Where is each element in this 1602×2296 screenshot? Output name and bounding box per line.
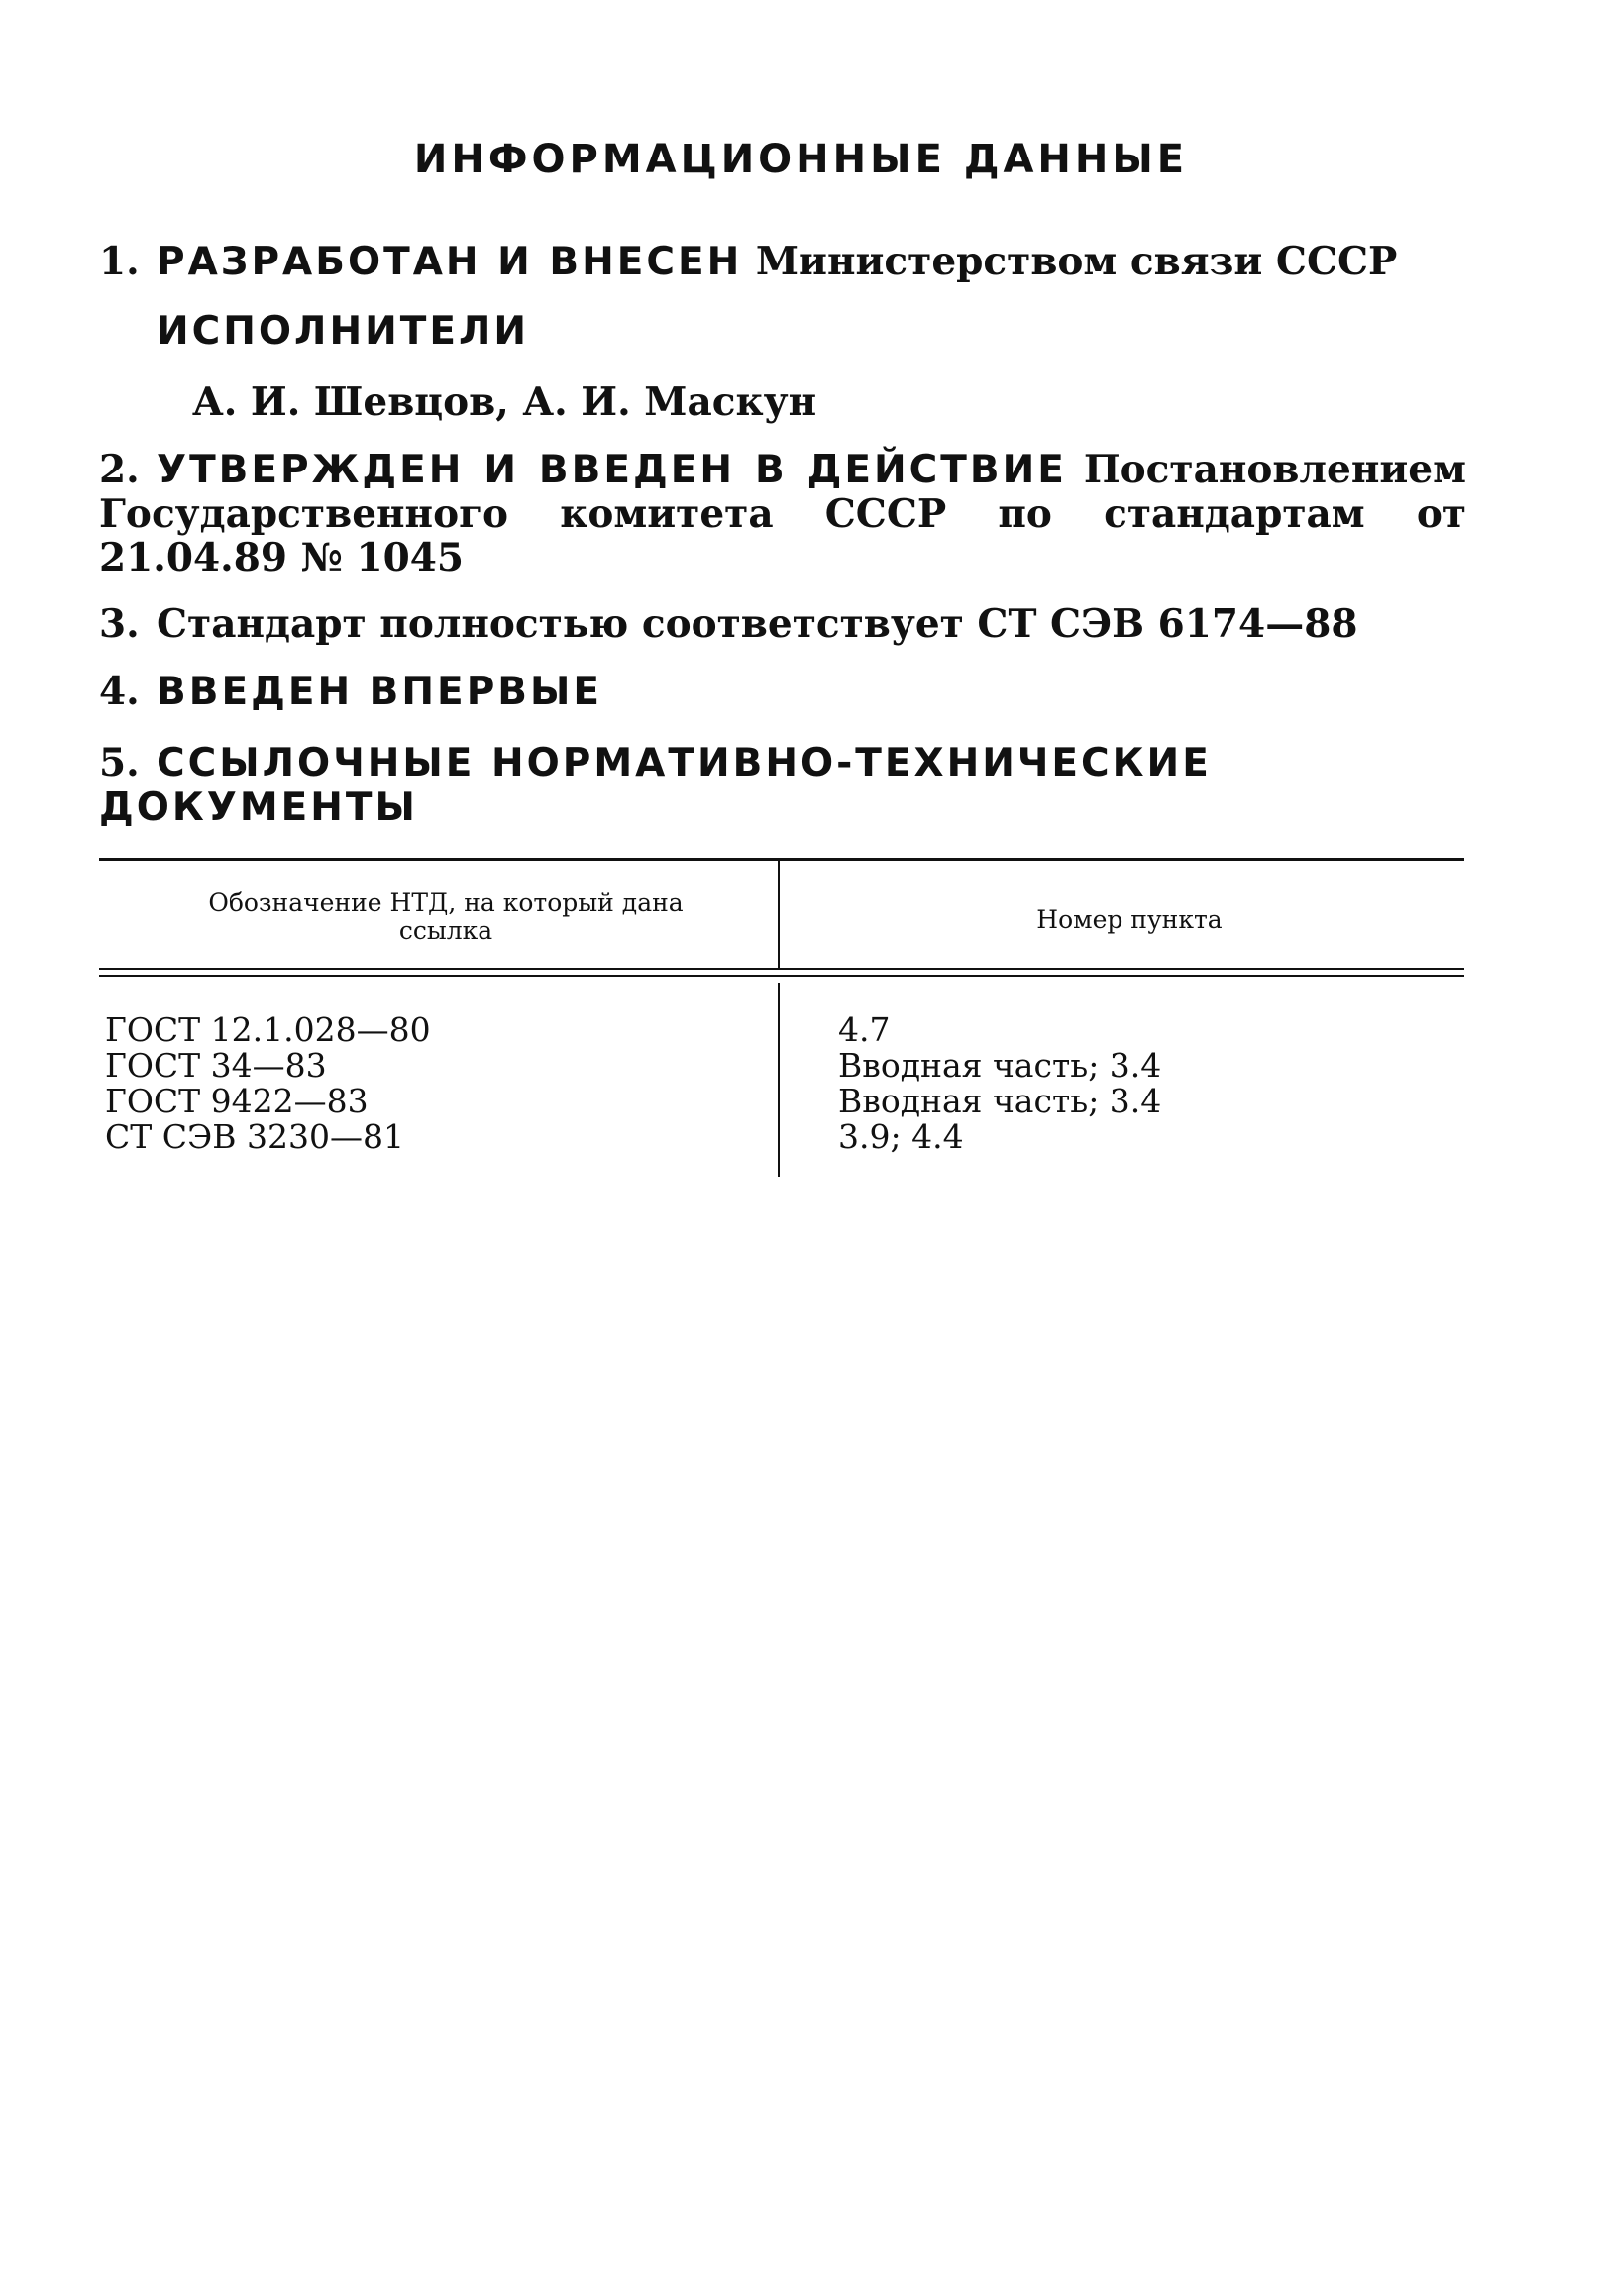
item-1-text: Министерством связи СССР <box>755 239 1398 284</box>
item-2-lead: УТВЕРЖДЕН И ВВЕДЕН В ДЕЙСТВИЕ <box>157 448 1067 492</box>
item-4 <box>99 670 1466 714</box>
page-title: ИНФОРМАЦИОННЫЕ ДАННЫЕ <box>413 137 1189 182</box>
executors-heading-row <box>157 309 1444 354</box>
table-body-divider <box>778 983 780 1177</box>
header-designation: Обозначение НТД, на который дана ссылка <box>208 888 684 945</box>
header-clause-number: Номер пункта <box>1036 905 1223 934</box>
table-cell-designation: СТ СЭВ 3230—81 <box>105 1117 404 1156</box>
item-3-text: Стандарт полностью соответствует СТ СЭВ 6174—88 <box>157 601 1358 647</box>
table-cell-designation: ГОСТ 34—83 <box>105 1046 327 1085</box>
item-3-number: 3. <box>99 601 140 647</box>
table-cell-clause: Вводная часть; 3.4 <box>838 1082 1162 1120</box>
executors-names-row <box>192 380 1441 424</box>
item-1-number: 1. <box>99 239 140 284</box>
item-5 <box>99 741 1466 830</box>
item-5-number: 5. <box>99 740 140 785</box>
item-4-lead: ВВЕДЕН ВПЕРВЫЕ <box>157 670 603 714</box>
table-cell-clause: 3.9; 4.4 <box>838 1117 964 1156</box>
item-5-lead: ССЫЛОЧНЫЕ НОРМАТИВНО-ТЕХНИЧЕСКИЕ ДОКУМЕНТЫ <box>99 741 1212 830</box>
item-1 <box>99 240 1466 284</box>
item-2 <box>99 448 1466 579</box>
item-3 <box>99 602 1466 646</box>
item-2-text: Постановлением Государственного комитета СССР по стандартам от 21.04.89 № 1045 <box>99 447 1466 580</box>
item-4-number: 4. <box>99 669 140 714</box>
executors-names: А. И. Шевцов, А. И. Маскун <box>192 379 817 425</box>
item-2-number: 2. <box>99 447 140 492</box>
table-top-rule <box>99 858 1464 861</box>
item-1-lead: РАЗРАБОТАН И ВНЕСЕН <box>157 240 743 284</box>
table-header-rule-1 <box>99 968 1464 970</box>
executors-heading: ИСПОЛНИТЕЛИ <box>157 309 530 354</box>
table-cell-designation: ГОСТ 9422—83 <box>105 1082 369 1120</box>
table-header-rule-2 <box>99 975 1464 977</box>
table-cell-clause: 4.7 <box>838 1010 891 1049</box>
table-cell-designation: ГОСТ 12.1.028—80 <box>105 1010 431 1049</box>
table-cell-clause: Вводная часть; 3.4 <box>838 1046 1162 1085</box>
table-header-divider <box>778 861 780 968</box>
